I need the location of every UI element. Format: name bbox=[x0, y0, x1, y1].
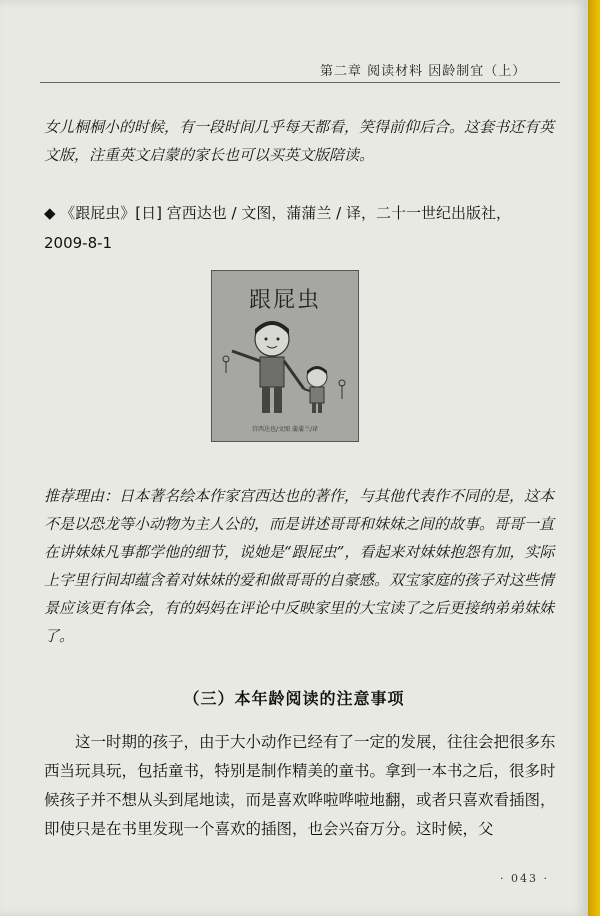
book-spine-edge bbox=[588, 0, 600, 916]
cover-credit: 宫西达也/文图 蒲蒲兰/译 bbox=[252, 426, 318, 433]
cover-illustration bbox=[212, 311, 358, 421]
cover-title: 跟屁虫 bbox=[248, 288, 321, 313]
body-paragraph: 这一时期的孩子，由于大小动作已经有了一定的发展，往往会把很多东西当玩具玩，包括童书，特别是制作精美的童书。拿到一本书之后，很多时候孩子并不想从头到尾地读，而是喜欢哗啦哗啦地翻，或者只喜欢看插图，即使只是在书里发现一个喜欢的插图，也会兴奋万分。这时候，父 bbox=[44, 733, 556, 838]
page-number: · 043 · bbox=[500, 872, 549, 885]
header-rule bbox=[40, 82, 560, 83]
intro-paragraph: 女儿桐桐小的时候，有一段时间几乎每天都看，笑得前仰后合。这套书还有英文版，注重英文启蒙的家长也可以买英文版陪读。 bbox=[44, 118, 555, 164]
book-cover-image bbox=[211, 270, 359, 442]
section-heading: （三）本年龄阅读的注意事项 bbox=[183, 689, 405, 708]
book-entry-line-1: ◆ 《跟屁虫》[日] 宫西达也 / 文图，蒲蒲兰 / 译，二十一世纪出版社， bbox=[44, 204, 511, 222]
recommendation-paragraph: 推荐理由：日本著名绘本作家宫西达也的著作，与其他代表作不同的是，这本不是以恐龙等小动物为主人公的，而是讲述哥哥和妹妹之间的故事。哥哥一直在讲妹妹凡事都学他的细节，说她是“跟屁虫”，看起来对妹妹抱怨有加，实际上字里行间却蕴含着对妹妹的爱和做哥哥的自豪感。双宝家庭的孩子对这些情景应该更有体会，有的妈妈在评论中反映家里的大宝读了之后更接纳弟弟妹妹了。 bbox=[44, 487, 555, 645]
running-head: 第二章 阅读材料 因龄制宜（上） bbox=[320, 64, 527, 79]
book-entry bbox=[44, 198, 564, 258]
book-entry-line-2: 2009-8-1 bbox=[44, 234, 113, 252]
